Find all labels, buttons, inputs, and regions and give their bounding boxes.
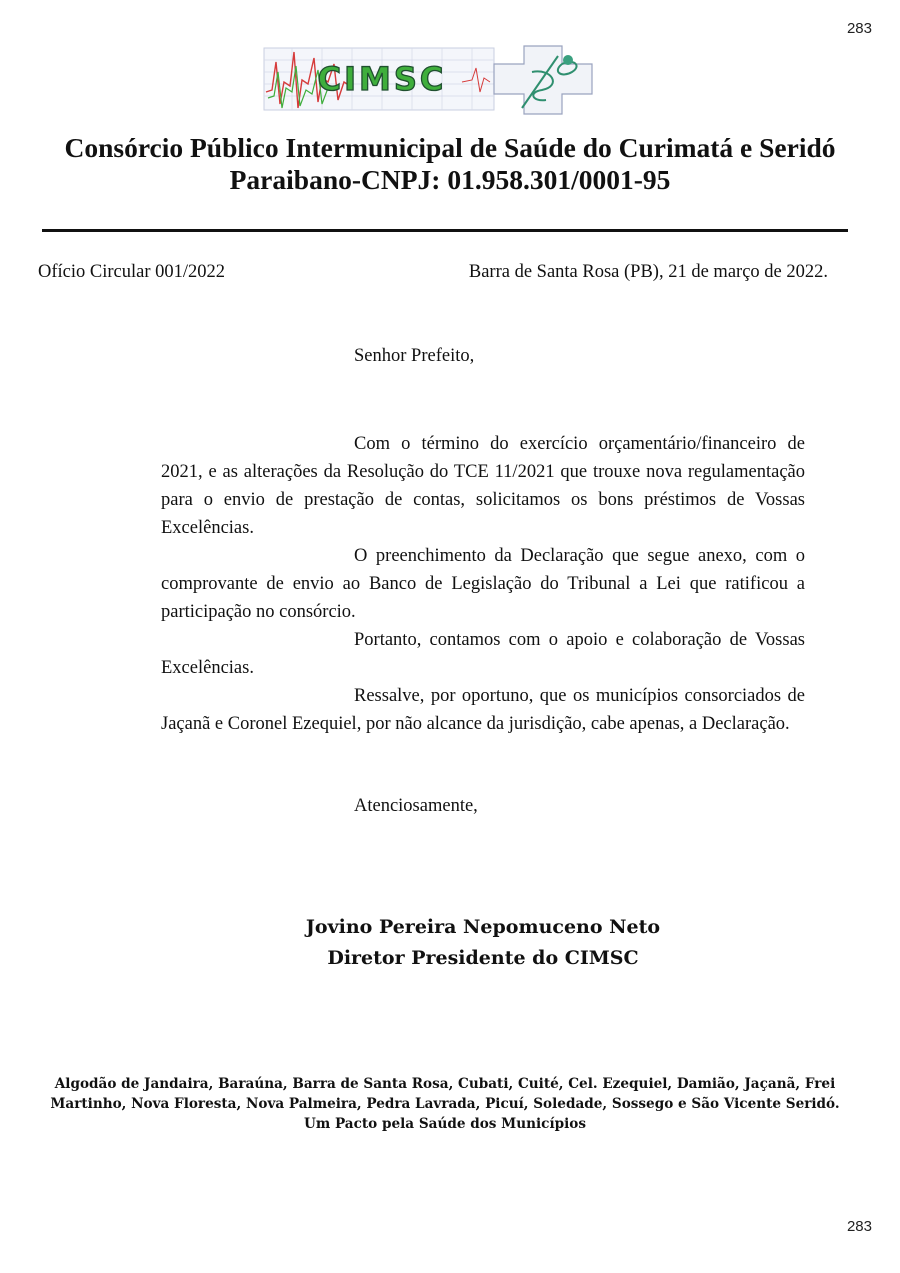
header-divider [42, 229, 848, 232]
paragraph: Portanto, contamos com o apoio e colaboração de Vossas Excelências. [161, 630, 805, 678]
signer-name: Jovino Pereira Nepomuceno Neto [305, 916, 661, 938]
signature-block [0, 912, 900, 974]
paragraph: O preenchimento da Declaração que segue anexo, com o comprovante de envio ao Banco de Legislação do Tribunal a Lei que ratificou a participação no consórcio. [161, 546, 805, 622]
title-line-2: Paraibano-CNPJ: 01.958.301/0001-95 [229, 164, 671, 195]
footer-municipalities: Algodão de Jandaira, Baraúna, Barra de Santa Rosa, Cubati, Cuité, Cel. Ezequiel, Damião, Jaçanã, Frei Martinho, Nova Floresta, Nova Palmeira, Pedra Lavrada, Picuí, Soledade, Sossego e São Vicente Seridó. [50, 1076, 840, 1112]
paragraph: Ressalve, por oportuno, que os municípios consorciados de Jaçanã e Coronel Ezequiel, por não alcance da jurisdição, cabe apenas, a Declaração. [161, 686, 805, 734]
place-date: Barra de Santa Rosa (PB), 21 de março de 2022. [468, 262, 828, 282]
document-number: Ofício Circular 001/2022 [38, 262, 226, 282]
footer-motto: Um Pacto pela Saúde dos Municípios [303, 1116, 586, 1132]
logo-text: CIMSC [317, 60, 447, 98]
signer-role: Diretor Presidente do CIMSC [327, 947, 639, 969]
title-line-1: Consórcio Público Intermunicipal de Saúde do Curimatá e Seridó [64, 132, 836, 163]
cimsc-logo [262, 42, 622, 116]
greeting: Senhor Prefeito, [354, 346, 475, 366]
page-title [0, 132, 900, 196]
paragraph: Com o término do exercício orçamentário/financeiro de 2021, e as alterações da Resolução do TCE 11/2021 que trouxe nova regulamentação para o envio de prestação de contas, solicitamos os bons préstimos de Vossas Excelências. [161, 434, 805, 538]
closing: Atenciosamente, [354, 796, 478, 816]
footer [30, 1074, 860, 1134]
page-number-top: 283 [846, 20, 872, 37]
page-number-bottom: 283 [846, 1218, 872, 1235]
letter-body [161, 430, 805, 738]
